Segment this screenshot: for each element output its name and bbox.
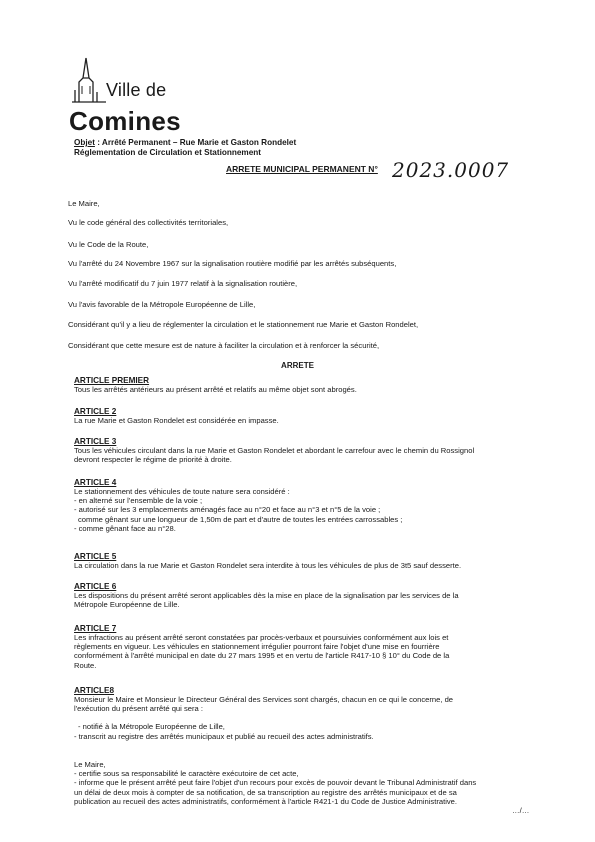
- article-line: Les infractions au présent arrêté seront constatées par procès-verbaux et poursuivies conformément aux lois et: [74, 633, 449, 642]
- preamble-line: Le Maire,: [68, 199, 100, 208]
- article-7-title: ARTICLE 7: [74, 624, 117, 633]
- preamble-line: Vu l'arrêté du 24 Novembre 1967 sur la signalisation routière modifié par les arrêtés subséquents,: [68, 259, 397, 268]
- article-5-title: ARTICLE 5: [74, 552, 117, 561]
- article-line: [74, 713, 546, 722]
- article-line: La rue Marie et Gaston Rondelet est considérée en impasse.: [74, 416, 279, 425]
- closing-block: [74, 760, 546, 806]
- article-1-title: ARTICLE PREMIER: [74, 376, 150, 385]
- decree-title: ARRETE MUNICIPAL PERMANENT N°: [226, 164, 378, 174]
- article-8-title: ARTICLE8: [74, 686, 115, 695]
- preamble-line: Vu le code général des collectivités territoriales,: [68, 218, 229, 227]
- article-line: règlements en vigueur. Les véhicules en stationnement irrégulier pourront faire l'objet d'une mise en fourrière: [74, 642, 440, 652]
- article-5-body: [74, 561, 546, 570]
- preamble-line: Vu l'avis favorable de la Métropole Européenne de Lille,: [68, 300, 256, 309]
- article-line: La circulation dans la rue Marie et Gaston Rondelet sera interdite à tous les véhicules de plus de 3t5 sauf desserte.: [74, 561, 462, 570]
- article-2-title: ARTICLE 2: [74, 407, 117, 416]
- article-4-title: ARTICLE 4: [74, 478, 117, 487]
- article-line: - autorisé sur les 3 emplacements aménagés face au n°20 et face au n°3 et n°5 de la voie ;: [74, 505, 381, 515]
- logo-ville-text: Ville de: [106, 80, 167, 100]
- article-3-title: ARTICLE 3: [74, 437, 117, 446]
- city-logo: [66, 56, 196, 136]
- closing-line: - informe que le présent arrêté peut faire l'objet d'un recours pour excès de pouvoir devant le Tribunal Administratif dans: [74, 778, 477, 788]
- article-line: Métropole Européenne de Lille.: [74, 600, 180, 610]
- preamble-line: Vu l'arrêté modificatif du 7 juin 1977 relatif à la signalisation routière,: [68, 279, 298, 288]
- church-spire-icon: [70, 56, 110, 104]
- object-label: Objet: [74, 138, 95, 147]
- article-7-body: [74, 633, 546, 670]
- article-line: conformément à l'arrêté municipal en date du 27 mars 1995 et en vertu de l'article R417-10 § 10° du Code de la: [74, 651, 450, 661]
- closing-line: Le Maire,: [74, 760, 106, 769]
- article-1-body: [74, 385, 546, 394]
- article-6-title: ARTICLE 6: [74, 582, 117, 591]
- article-2-body: [74, 416, 546, 425]
- closing-line: publication au recueil des actes administratifs, conformément à l'article R421-1 du Code de Justice Administrative.: [74, 796, 458, 806]
- article-line: Tous les véhicules circulant dans la rue Marie et Gaston Rondelet et abordant le carrefour avec le chemin du Rossignol: [74, 446, 475, 455]
- arrete-heading: ARRETE: [281, 361, 314, 370]
- article-8-body: [74, 695, 546, 741]
- preamble-line: Considérant que cette mesure est de nature à faciliter la circulation et à renforcer la sécurité,: [68, 341, 380, 350]
- preamble-line: Vu le Code de la Route,: [68, 240, 149, 249]
- article-line: - notifié à la Métropole Européenne de Lille,: [78, 722, 225, 732]
- article-line: - transcrit au registre des arrêtés municipaux et publié au recueil des actes administratifs.: [74, 731, 374, 741]
- article-line: devront respecter le régime de priorité à droite.: [74, 455, 232, 465]
- object-block: [74, 138, 296, 158]
- article-3-body: [74, 446, 546, 464]
- article-4-body: [74, 487, 546, 533]
- article-line: Route.: [74, 660, 97, 670]
- article-line: Le stationnement des véhicules de toute nature sera considéré :: [74, 487, 290, 496]
- article-line: Tous les arrêtés antérieurs au présent arrêté et relatifs au même objet sont abrogés.: [74, 385, 357, 394]
- logo-city-name: Comines: [69, 106, 181, 136]
- object-line-2: Réglementation de Circulation et Stationnement: [74, 148, 261, 157]
- preamble-line: Considérant qu'il y a lieu de réglementer la circulation et le stationnement rue Marie et Gaston Rondelet,: [68, 320, 419, 329]
- article-6-body: [74, 591, 546, 609]
- continuation-mark: …/…: [512, 806, 530, 815]
- object-line-1: : Arrêté Permanent – Rue Marie et Gaston Rondelet: [94, 138, 297, 147]
- article-line: - comme gênant face au n°28.: [74, 523, 176, 533]
- article-line: Les dispositions du présent arrêté seront applicables dès la mise en place de la signalisation par les services de la: [74, 591, 459, 600]
- decree-number: 2023.0007: [392, 158, 510, 182]
- article-line: - en alterné sur l'ensemble de la voie ;: [74, 496, 203, 506]
- closing-line: un délai de deux mois à compter de sa notification, de sa transcription au registre des arrêtés municipaux et de sa: [74, 787, 457, 797]
- article-line: comme gênant sur une longueur de 1,50m de part et d'autre de toutes les entrées carrossables ;: [78, 514, 403, 524]
- article-line: Monsieur le Maire et Monsieur le Directeur Général des Services sont chargés, chacun en ce qui le concerne, de: [74, 695, 454, 704]
- closing-line: - certifie sous sa responsabilité le caractère exécutoire de cet acte,: [74, 769, 299, 779]
- article-line: l'exécution du présent arrêté qui sera :: [74, 704, 203, 714]
